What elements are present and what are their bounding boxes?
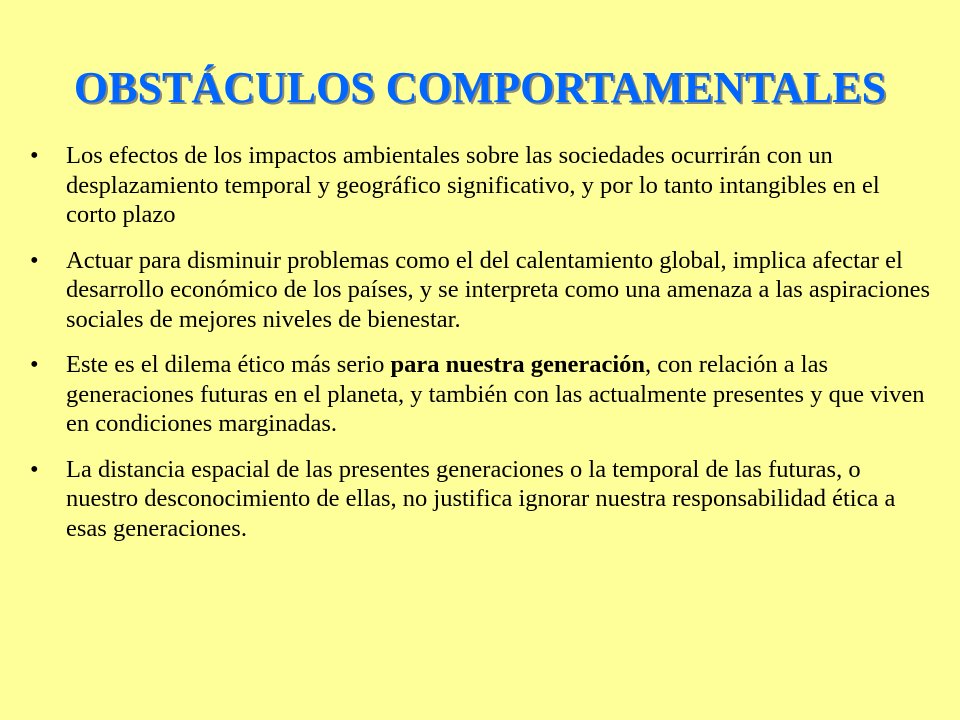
bullet-icon: • — [30, 246, 39, 274]
bullet-icon: • — [30, 142, 39, 169]
bullet-icon: • — [30, 351, 39, 378]
bullet-item — [30, 141, 930, 230]
bullet-text: Los efectos de los impactos ambientales sobre las sociedades ocurrirán con un desplazamiento temporal y geográfico significativo, y por lo tanto intangibles en el corto plazo — [66, 142, 880, 228]
bullet-text-emphasis: para nuestra generación — [390, 351, 646, 378]
bullet-text: Actuar para disminuir problemas como el del calentamiento global, implica afectar el desarrollo económico de los países, y se interpreta como una amenaza a las aspiraciones sociales de mejores niveles de bienestar. — [66, 246, 930, 333]
slide-title: OBSTÁCULOS COMPORTAMENTALES — [73, 63, 887, 112]
bullet-item — [30, 350, 930, 439]
bullet-list — [30, 141, 930, 559]
bullet-text: La distancia espacial de las presentes generaciones o la temporal de las futuras, o nuestro desconocimiento de ellas, no justifica ignorar nuestra responsabilidad ética a esas generaciones. — [66, 455, 896, 542]
bullet-item — [30, 246, 930, 335]
bullet-icon: • — [30, 455, 39, 483]
bullet-item — [30, 455, 930, 544]
bullet-text-part: Este es el dilema ético más serio — [66, 351, 391, 378]
bullet-text-part: , con relación a las generaciones futuras en el planeta, y también con las actualmente presentes y que viven en condiciones marginadas. — [66, 351, 925, 437]
